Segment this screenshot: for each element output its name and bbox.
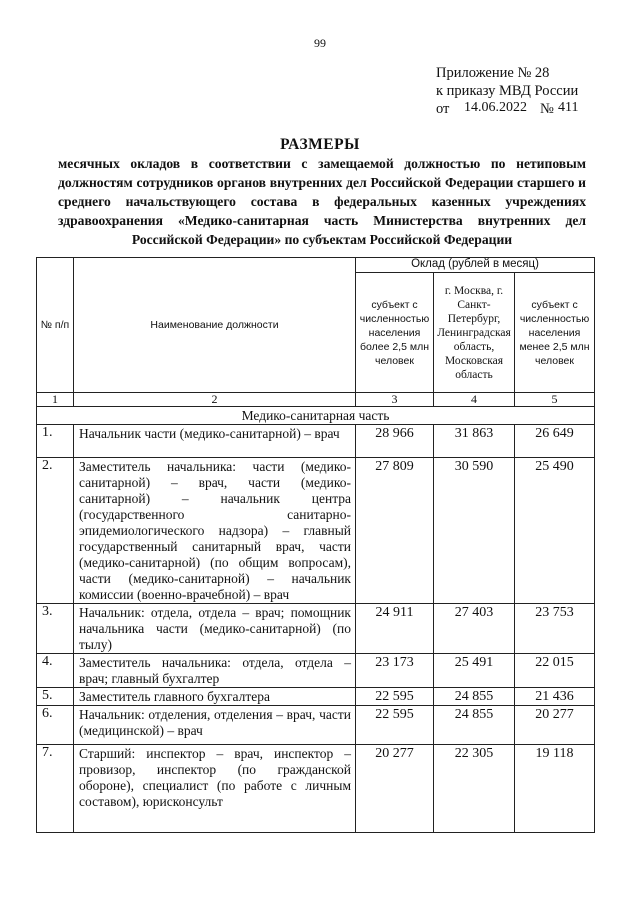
document-title: РАЗМЕРЫ [280, 136, 360, 153]
row-number: 3. [37, 604, 74, 654]
table-row [37, 458, 595, 604]
salary-moscow-spb: 24 855 [434, 688, 515, 706]
table-row [37, 706, 595, 745]
position-name: Заместитель главного бухгалтера [74, 688, 356, 706]
table-row [37, 425, 595, 458]
row-number: 7. [37, 745, 74, 833]
salary-table [36, 257, 595, 833]
column-number-row [37, 393, 595, 407]
position-name: Заместитель начальника: части (медико-санитарной) – врач, части (медико-санитарной) – начальник центра (государственного санитарно-эпидемиологического надзора) – главный государственный санитарный врач, части (медико-санитарной) (по общим вопросам), части (медико-санитарной) – начальник комиссии (военно-врачебной) – врач [74, 458, 356, 604]
salary-small-subject: 23 753 [515, 604, 595, 654]
column-number: 4 [434, 393, 515, 407]
salary-large-subject: 22 595 [356, 688, 434, 706]
salary-large-subject: 24 911 [356, 604, 434, 654]
row-number: 6. [37, 706, 74, 745]
salary-moscow-spb: 30 590 [434, 458, 515, 604]
salary-small-subject: 25 490 [515, 458, 595, 604]
salary-large-subject: 20 277 [356, 745, 434, 833]
salary-moscow-spb: 27 403 [434, 604, 515, 654]
header-name: Наименование должности [74, 258, 356, 393]
table-row [37, 745, 595, 833]
salary-moscow-spb: 22 305 [434, 745, 515, 833]
header-col4: г. Москва, г. Санкт-Петербург, Ленинградская область, Московская область [434, 273, 515, 393]
salary-small-subject: 21 436 [515, 688, 595, 706]
column-number: 2 [74, 393, 356, 407]
salary-small-subject: 26 649 [515, 425, 595, 458]
position-name: Заместитель начальника: отдела, отдела – врач; главный бухгалтер [74, 654, 356, 688]
position-name: Начальник части (медико-санитарной) – врач [74, 425, 356, 458]
page-number: 99 [314, 36, 326, 50]
number-sign: № [540, 101, 554, 117]
row-number: 1. [37, 425, 74, 458]
row-number: 5. [37, 688, 74, 706]
salary-moscow-spb: 25 491 [434, 654, 515, 688]
position-name: Старший: инспектор – врач, инспектор – провизор, инспектор (по гражданской обороне), специалист (по работе с личным составом), юрисконсульт [74, 745, 356, 833]
position-name: Начальник: отделения, отделения – врач, части (медицинской) – врач [74, 706, 356, 745]
salary-moscow-spb: 31 863 [434, 425, 515, 458]
salary-small-subject: 20 277 [515, 706, 595, 745]
row-number: 2. [37, 458, 74, 604]
order-date: 14.06.2022 [464, 100, 527, 115]
column-number: 3 [356, 393, 434, 407]
salary-large-subject: 23 173 [356, 654, 434, 688]
section-row [37, 407, 595, 425]
salary-moscow-spb: 24 855 [434, 706, 515, 745]
order-number: 411 [558, 100, 579, 115]
appendix-order-ref: к приказу МВД России [436, 83, 579, 99]
salary-large-subject: 28 966 [356, 425, 434, 458]
table-row [37, 654, 595, 688]
header-col3: субъект с численностью населения более 2,5 млн человек [356, 273, 434, 393]
header-col5: субъект с численностью населения менее 2,5 млн человек [515, 273, 595, 393]
row-number: 4. [37, 654, 74, 688]
salary-small-subject: 22 015 [515, 654, 595, 688]
appendix-date-line [436, 100, 578, 118]
table-row [37, 688, 595, 706]
salary-small-subject: 19 118 [515, 745, 595, 833]
column-number: 1 [37, 393, 74, 407]
table-row [37, 604, 595, 654]
document-subtitle: месячных окладов в соответствии с замещаемой должностью по нетиповым должностям сотрудников органов внутренних дел Российской Федерации старшего и среднего начальствующего состава в федеральных казенных учреждениях здравоохранения «Медико-санитарная часть Министерства внутренних дел Российской Федерации» по субъектам Российской Федерации [58, 156, 586, 247]
section-title: Медико-санитарная часть [37, 407, 595, 425]
salary-large-subject: 22 595 [356, 706, 434, 745]
appendix-block [436, 64, 578, 118]
appendix-title: Приложение № 28 [436, 65, 550, 81]
from-prefix: от [436, 101, 450, 117]
header-oklad: Оклад (рублей в месяц) [356, 258, 595, 273]
salary-large-subject: 27 809 [356, 458, 434, 604]
column-number: 5 [515, 393, 595, 407]
header-num: № п/п [37, 258, 74, 393]
position-name: Начальник: отдела, отдела – врач; помощник начальника части (медико-санитарной) (по тылу) [74, 604, 356, 654]
